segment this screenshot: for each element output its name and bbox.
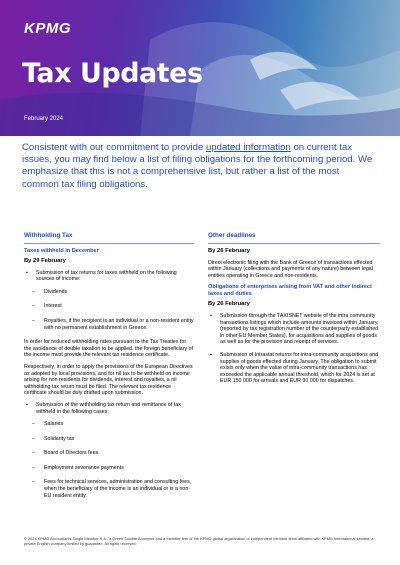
right-column [208,232,380,391]
sub-bullet-item: – Dividends [24,289,194,296]
intro-paragraph [22,142,378,191]
deadline-date: By 26 February [208,301,250,308]
paragraph: In order for reduced withholding rates pursuant to the Tax Treaties for the avoidance of double taxation to be applied, the foreign beneficiary of the income must provide the relevant tax residence certificate. [24,339,194,359]
paragraph: Respectively, in order to apply the provisions of the European Directives as adopted by local provisions, and for nil tax to be withheld on income arising for non residents for dividends, interest and royalties, a nil withholding tax return must be filed. The relevant tax residence certificate should be duly drafted upon submission. [24,363,193,397]
intro-text-after: on current tax issues, you may find below a list of filing obligations for the forthcoming period. We emphasize that this is not a comprehensive list, but rather a list of the most common tax filing obligations. [22,142,373,190]
bullet-item: ▪ Submission of the withholding tax return and remittance of tax withheld in the following cases: [24,402,194,415]
sub-bullet-item: – Interest [24,303,194,310]
footer-copyright: © 2024 KPMG Accountants Single Member S.A., a Greek Société Anonyme and a member firm of the KPMG global organization of independent member firms affiliated with KPMG International Limited, a private English company limited by guarantee. All rights reserved. [24,536,374,546]
deadline-date: By 29 February [24,258,66,264]
updated-information-link[interactable]: updated information [205,142,291,153]
section-divider [24,243,194,244]
paragraph: Direct electronic filing with the Bank of Greece of transactions effected within January (collections and payments of any nature) between legal entities operating in Greece and non-residents. [208,259,373,279]
sub-bullet-item: – Fees for technical services, administration and consulting fees, when the beneficiary of the income is an individual or is a non-EU resident entity. [24,479,194,499]
subsection-title-taxes-withheld: Taxes withheld in December [24,248,99,254]
deadline-date: By 26 February [208,248,250,254]
section-title-withholding: Withholding Tax [24,232,73,239]
sub-bullet-item: – Employment severance payments [24,465,194,472]
section-title-other-deadlines: Other deadlines [208,232,256,239]
bullet-item: ▪ Submission of Intrastat returns for intra-community acquisitions and supplies of goods effected during January. The obligation to submit exists only when the value of intra-community transactions has exceeded the applicable annual threshold, which for 2024 is set at EUR 150 000 for arrivals and EUR 90 000 for dispatches. [208,352,380,385]
sub-bullet-item: – Royalties, if the recipient is an individual or a non-resident entity with no permanent establishment in Greece. [24,318,194,331]
page-title: Tax Updates [22,58,203,89]
left-column [24,232,194,507]
intro-text-before: Consistent with our commitment to provide [22,142,206,153]
section-divider [208,243,380,244]
header-banner [0,0,400,136]
bullet-item: ▪ Submission of tax returns for taxes withheld on the following sources of income: [24,270,194,283]
subsection-title-vat: Obligations of enterprises arising from VAT and other indirect taxes and duties [208,284,372,298]
sub-bullet-item: – Board of Directors fees [24,450,194,457]
kpmg-logo: KPMG [24,20,71,37]
bullet-item: ▪ Submission through the TAXISNET website of the intra community transactions listings which include amounts invoiced within January, (reported by tax registration number of the counterparty established in other EU Member States), for acquisitions and supplies of goods as well as for the provision and receipt of services. [208,313,380,346]
sub-bullet-item: – Solidarity tax [24,436,194,443]
sub-bullet-item: – Salaries [24,421,194,428]
issue-date: February 2024 [24,116,64,122]
